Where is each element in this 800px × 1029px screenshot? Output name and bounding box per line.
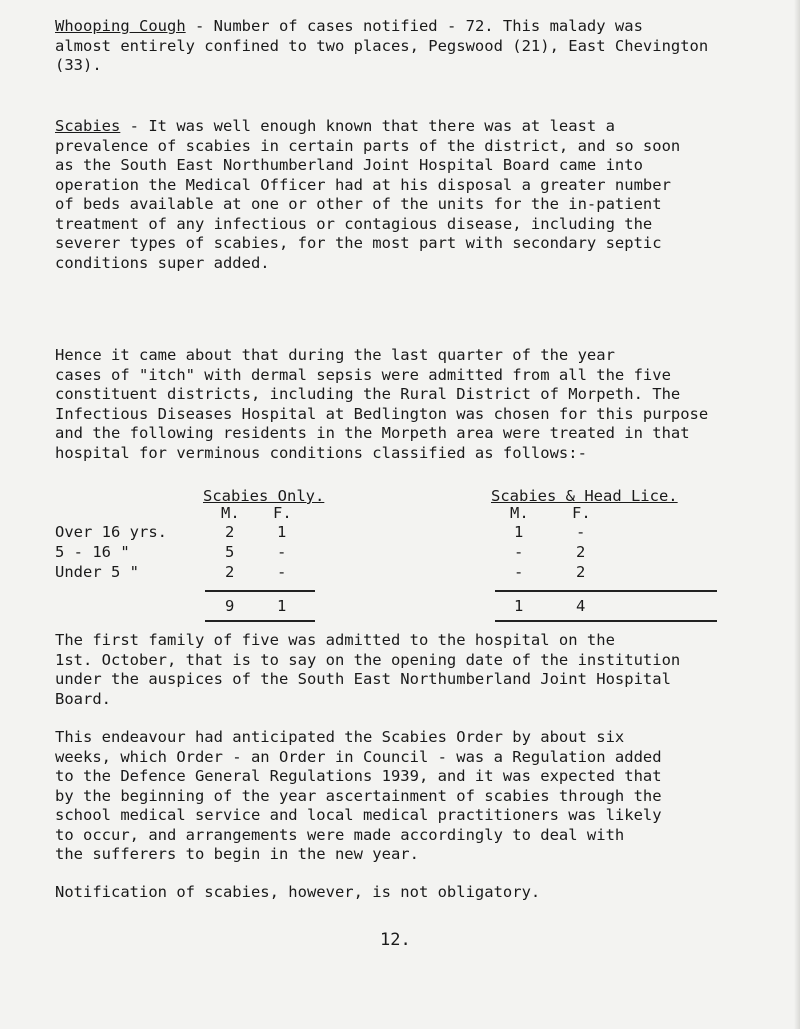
table-subheader: F. [572, 504, 591, 522]
table-total: 4 [576, 597, 586, 615]
table-total: 1 [277, 597, 287, 615]
scabies-text: - It was well enough known that there was at least a prevalence of scabies in certain parts of the district, and so soon as the South East Northumberland Joint Hospital Board came into operation the Medical Officer had at his disposal a greater number of beds available at one or other of the units for the in-patient treatment of any infectious or contagious disease, including the severer types of scabies, for the most part with secondary septic conditions super added. [55, 117, 681, 272]
notification-paragraph: Notification of scabies, however, is not obligatory. [55, 883, 541, 901]
scabies-heading: Scabies [55, 117, 121, 135]
table-rule-top-right [495, 590, 717, 592]
table-cell: 2 [225, 523, 235, 541]
table-row-label: 5 - 16 " [55, 543, 130, 561]
table-cell: 1 [277, 523, 287, 541]
page-edge-shadow [794, 0, 800, 1029]
table-cell: - [576, 523, 586, 541]
table-cell: 5 [225, 543, 235, 561]
table-cell: 2 [576, 563, 586, 581]
table-group-header-scabies-head-lice: Scabies & Head Lice. [491, 487, 678, 505]
table-cell: - [277, 543, 287, 561]
table-subheader: M. [221, 504, 240, 522]
scabies-table [55, 487, 755, 617]
table-row-label: Under 5 " [55, 563, 139, 581]
table-cell: - [514, 563, 524, 581]
hence-paragraph: Hence it came about that during the last quarter of the year cases of "itch" with dermal sepsis were admitted from all the five constituent districts, including the Rural District of Morpeth. The Infectious Diseases Hospital at Bedlington was chosen for this purpose and the following residents in the Morpeth area were treated in that hospital for verminous conditions classified as follows:- [55, 346, 709, 462]
table-row-label: Over 16 yrs. [55, 523, 167, 541]
table-rule-top-left [205, 590, 315, 592]
whooping-cough-paragraph [55, 17, 780, 76]
whooping-cough-text: - Number of cases notified - 72. This malady was almost entirely confined to two places, Pegswood (21), East Chevington (33). [55, 17, 709, 74]
table-cell: - [514, 543, 524, 561]
table-total: 1 [514, 597, 524, 615]
table-group-header-scabies-only: Scabies Only. [203, 487, 325, 505]
table-cell: - [277, 563, 287, 581]
table-total: 9 [225, 597, 235, 615]
table-cell: 1 [514, 523, 524, 541]
endeavour-paragraph: This endeavour had anticipated the Scabies Order by about six weeks, which Order - an Order in Council - was a Regulation added to the Defence General Regulations 1939, and it was expected that by the beginning of the year ascertainment of scabies through the school medical service and local medical practitioners was likely to occur, and arrangements were made accordingly to deal with the sufferers to begin in the new year. [55, 728, 662, 863]
scabies-paragraph [55, 117, 780, 273]
whooping-cough-heading: Whooping Cough [55, 17, 186, 35]
table-cell: 2 [225, 563, 235, 581]
first-family-paragraph: The first family of five was admitted to the hospital on the 1st. October, that is to say on the opening date of the institution under the auspices of the South East Northumberland Joint Hospital Board. [55, 631, 681, 708]
table-rule-bottom-right [495, 620, 717, 622]
table-subheader: M. [510, 504, 529, 522]
table-subheader: F. [273, 504, 292, 522]
table-cell: 2 [576, 543, 586, 561]
page-number: 12. [380, 930, 411, 950]
table-rule-bottom-left [205, 620, 315, 622]
